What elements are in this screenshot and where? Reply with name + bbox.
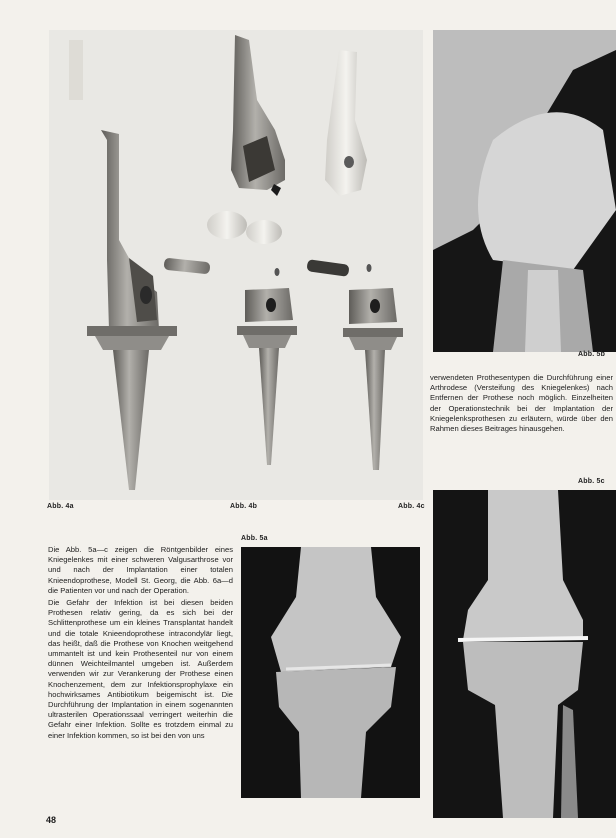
prosthesis-photo [49, 30, 423, 500]
right-column-paragraph: verwendeten Prothesentypen die Durchführung einer Arthrodese (Versteifung des Kniegelenkes) nach Entfernen der Prothese noch möglich. Einzelheiten der Operationstechnik bei der Implantation der Kniegelenksprothesen zu erläutern, würde über den Rahmen dieses Beitrages hinausgehen. [430, 373, 613, 434]
prosthesis-photo-panel [49, 30, 423, 500]
body-text-left [48, 545, 233, 743]
figure-label-4b: Abb. 4b [230, 503, 258, 510]
figure-label-4a: Abb. 4a [47, 503, 74, 510]
figure-label-5c: Abb. 5c [578, 478, 605, 485]
body-text-right [430, 373, 613, 436]
xray-image-5c [433, 490, 616, 818]
left-column-paragraph-1: Die Abb. 5a—c zeigen die Röntgenbilder eines Kniegelenkes mit einer schweren Valgusarthrose vor und nach der Implantation einer totalen Knieendoprothese, Modell St. Georg, die Abb. 6a—d die Patienten vor und nach der Operation. [48, 545, 233, 595]
figure-label-5b: Abb. 5b [578, 351, 606, 358]
page-number: 48 [46, 815, 57, 825]
xray-image-5a [241, 547, 420, 798]
left-column-paragraph-2: Die Gefahr der Infektion ist bei diesen beiden Prothesen relativ gering, da es sich bei der Schlittenprothese um ein kleines Transplantat handelt und die totale Knieendoprothese intracondylär liegt, das heißt, daß die Prothese von Knochen weitgehend ummantelt ist und kein Prothesenteil nur von einem dünnen Weichteilmantel umgeben ist. Außerdem verwenden wir zur Verankerung der Prothese einen Knochenzement, dem zur Infektionsprophylaxe ein hochwirksames Antibiotikum beigemischt ist. Die Durchführung der Implantation in einem sogenannten ultrasterilen Operationssaal verringert weiterhin die Gefahr einer Infektion. Sollte es trotzdem einmal zu einer Infektion kommen, so ist bei den von uns [48, 598, 233, 740]
xray-image-5b [433, 30, 616, 352]
figure-label-5a: Abb. 5a [241, 535, 268, 542]
figure-label-4c: Abb. 4c [398, 503, 425, 510]
